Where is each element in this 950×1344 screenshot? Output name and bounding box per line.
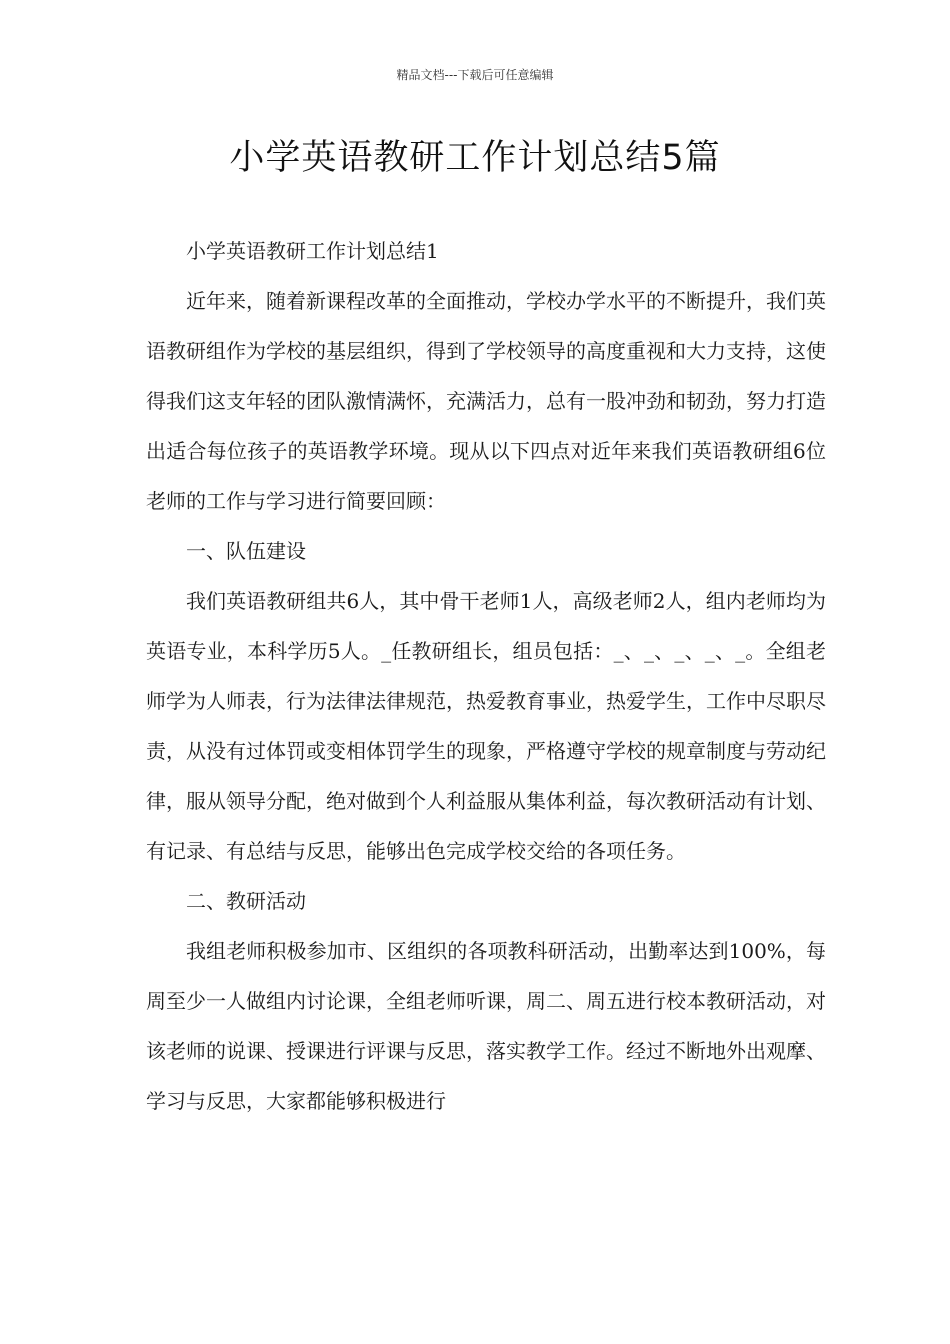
section-heading-1: 小学英语教研工作计划总结1: [186, 239, 439, 263]
section-heading-research: 二、教研活动: [186, 889, 306, 913]
paragraph-team: 我们英语教研组共6人，其中骨干老师1人，高级老师2人，组内老师均为英语专业，本科学历5人。_任教研组长，组员包括：_、_、_、_、_。全组老师学为人师表，行为法律法律规范，热爱教育事业，热爱学生，工作中尽职尽责，从没有过体罚或变相体罚学生的现象，严格遵守学校的规章制度与劳动纪律，服从领导分配，绝对做到个人利益服从集体利益，每次教研活动有计划、有记录、有总结与反思，能够出色完成学校交给的各项任务。: [146, 589, 826, 863]
paragraph-intro: 近年来，随着新课程改革的全面推动，学校办学水平的不断提升，我们英语教研组作为学校的基层组织，得到了学校领导的高度重视和大力支持，这使得我们这支年轻的团队激情满怀，充满活力，总有一股冲劲和韧劲，努力打造出适合每位孩子的英语教学环境。现从以下四点对近年来我们英语教研组6位老师的工作与学习进行简要回顾：: [146, 289, 826, 513]
section-heading-team: 一、队伍建设: [186, 539, 306, 563]
document-body: [146, 226, 826, 1126]
document-title: 小学英语教研工作计划总结5篇: [229, 138, 721, 178]
paragraph-research: 我组老师积极参加市、区组织的各项教科研活动，出勤率达到100%，每周至少一人做组内讨论课，全组老师听课，周二、周五进行校本教研活动，对该老师的说课、授课进行评课与反思，落实教学工作。经过不断地外出观摩、学习与反思，大家都能够积极进行: [146, 939, 826, 1113]
document-header-note: 精品文档---下载后可任意编辑: [396, 68, 554, 82]
